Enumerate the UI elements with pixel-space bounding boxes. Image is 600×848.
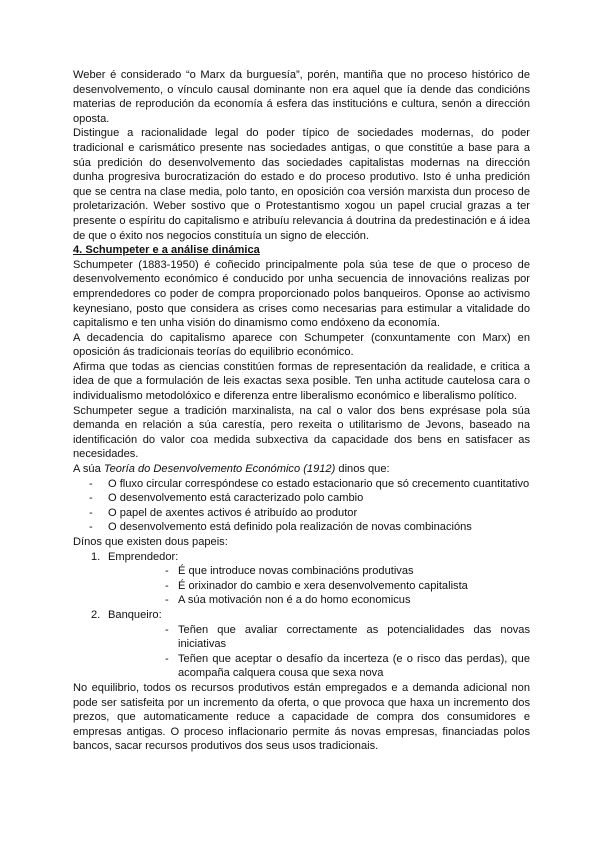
weber-paragraph-2: Distingue a racionalidade legal do poder típico de sociedades modernas, do poder tradicional e carismático presente nas sociedades antigas, o que constitúe a base para a súa predición do desenvolvemento das sociedades capitalistas modernas na dirección dunha progresiva burocratización do estado e do proceso produtivo. Isto é unha predición que se centra na clase media, polo tanto, en oposición coa versión marxista dun proceso de proletarización. Weber sostivo que o Protestantismo xogou un papel crucial grazas a ter presente o espíritu do capitalismo e atribuíu relevancia á doutrina da predestinación e á idea de que o éxito nos negocios constituía un signo de elección.: [73, 127, 530, 242]
list-item: - Teñen que aceptar o desafío da incerteza (e o risco das perdas), que acompaña calquera cousa que sexa nova: [108, 652, 530, 681]
roles-intro: Dínos que existen dous papeis:: [73, 536, 228, 548]
role-name: Emprendedor:: [108, 550, 179, 563]
role-emprendedor: [73, 550, 530, 608]
list-item: - É que introduce novas combinacións produtivas: [108, 564, 530, 579]
schumpeter-paragraph-1: Schumpeter (1883-1950) é coñecido principalmente pola súa tese de que o proceso de desenvolvemento económico é conducido por unha secuencia de innovacións realizas por emprendedores co poder de compra proporcionado polos banqueiros. Oponse ao activismo keynesiano, posto que considera as crises como necesarias para estimular a vitalidade do capitalismo e ten unha visión do dinamismo como endóxeno da economía.: [73, 258, 530, 330]
role-number: 2.: [91, 608, 101, 621]
list-item: - A súa motivación non é a do homo economicus: [108, 593, 530, 608]
list-item: - O papel de axentes activos é atribuído ao produtor: [73, 506, 530, 521]
theory-suffix: dinos que:: [335, 463, 390, 476]
list-item: - Teñen que avaliar correctamente as potencialidades das novas iniciativas: [108, 623, 530, 652]
role-banqueiro: [73, 608, 530, 681]
list-item: - É orixinador do cambio e xera desenvolvemento capitalista: [108, 579, 530, 594]
weber-paragraph-1: Weber é considerado “o Marx da burguesía”, porén, mantiña que no proceso histórico de desenvolvemento, o vínculo causal dominante non era aquel que ía dende das condicións materias de reprodución da economía á esfera das institucións e cultura, senón a dirección oposta.: [73, 69, 530, 125]
roles-list: [73, 550, 530, 681]
list-item: - O fluxo circular correspóndese co estado estacionario que só crecemento cuantitativo: [73, 477, 530, 492]
section-heading: 4. Schumpeter e a análise dinámica: [73, 244, 260, 257]
schumpeter-paragraph-3: Afirma que todas as ciencias constitúen formas de representación da realidade, e critica a idea de que a formulación de leis exactas sexa posible. Ten unha actitude cautelosa cara o individualismo metodolóxico e diferenza entre liberalismo económico e liberalismo político.: [73, 360, 530, 403]
list-item: - O desenvolvemento está definido pola realización de novas combinacións: [73, 520, 530, 535]
theory-prefix: A súa: [73, 463, 104, 476]
role-name: Banqueiro:: [108, 608, 162, 621]
schumpeter-paragraph-2: A decadencia do capitalismo aparece con Schumpeter (conxuntamente con Marx) en oposición ás tradicionais teorías do equilibrio económico.: [73, 331, 530, 359]
schumpeter-paragraph-4: Schumpeter segue a tradición marxinalista, na cal o valor dos bens exprésase pola súa demanda en relación a súa carestía, pero rexeita o utilitarismo de Jevons, baseado na identificación do valor coa medida subxectiva da capacidade dos bens en satisfacer as necesidades.: [73, 404, 530, 461]
theory-points-list: [73, 477, 530, 535]
document-body: [73, 68, 530, 754]
theory-intro: [73, 462, 530, 477]
closing-paragraph: No equilibrio, todos os recursos produtivos están empregados e a demanda adicional non pode ser satisfeita por un incremento da oferta, o que provoca que haxa un incremento dos prezos, que automaticamente reduce a capacidade de compra dos consumidores e empresas antigas. O proceso inflacionario permite ás novas empresas, financiadas polos bancos, sacar recursos produtivos dos seus usos tradicionais.: [73, 681, 530, 753]
list-item: - O desenvolvemento está caracterizado polo cambio: [73, 491, 530, 506]
role-number: 1.: [91, 550, 101, 563]
role-points-list: [108, 564, 530, 608]
role-points-list: [108, 623, 530, 681]
theory-title: Teoría do Desenvolvemento Económico (1912): [103, 463, 336, 476]
